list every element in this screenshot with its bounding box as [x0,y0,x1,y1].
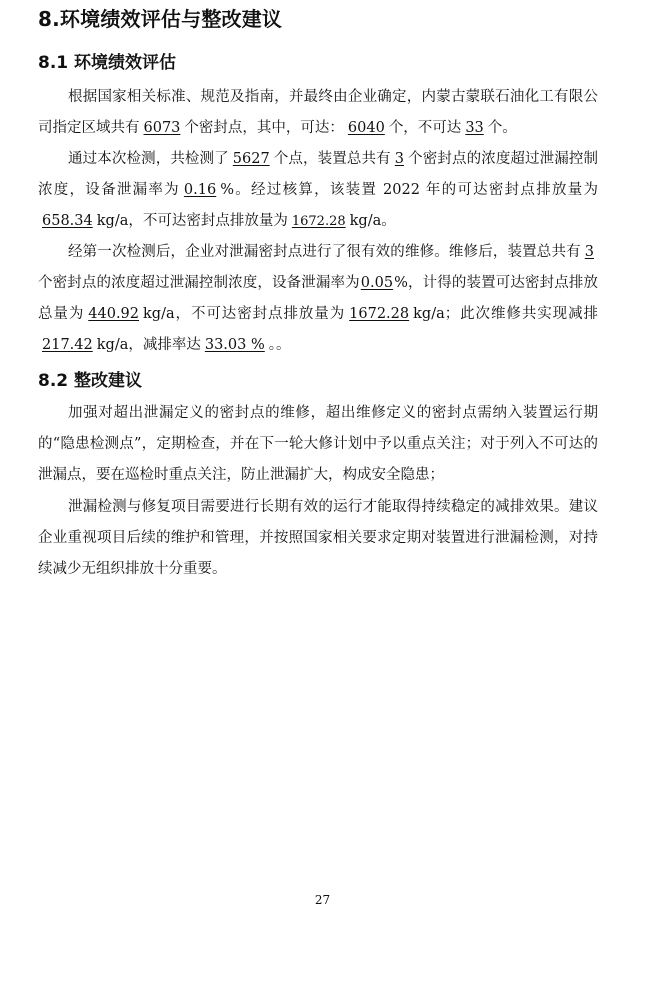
text: kg/a，减排率达 [96,337,201,353]
text: 个密封点的浓度超过泄漏控制浓度，设备泄漏率为 [38,151,599,198]
text: 个，不可达 [388,120,462,136]
value-inaccessible-emission-after: 1672.28 [349,306,410,322]
text: kg/a，不可达密封点排放量为 [143,306,346,322]
chapter-heading: 8.环境绩效评估与整改建议 [38,7,283,31]
value-inaccessible-points: 33 [465,120,484,136]
paragraph-seal-point-count [38,82,598,144]
value-leaking-points-after: 3 [584,244,594,260]
value-leak-rate-after: 0.05 [360,275,394,291]
section-heading-8-2: 8.2 整改建议 [38,371,143,391]
text: kg/a。 [349,213,396,229]
page-number: 27 [314,893,331,907]
value-detected-points: 5627 [232,151,270,167]
value-accessible-points: 6040 [347,120,385,136]
value-leak-rate: 0.16 [183,182,217,198]
text: 根据国家相关标准、规范及指南，并最终由企业确定，内蒙古蒙联石油化工有限公司指定区域共有 [38,89,598,136]
text: %。经过核算，该装置 2022 年的可达密封点排放量为 [220,182,599,198]
text: 经第一次检测后，企业对泄漏密封点进行了很有效的维修。维修后，装置总共有 [68,244,581,260]
section-heading-8-1: 8.1 环境绩效评估 [38,53,177,73]
text: 通过本次检测，共检测了 [68,151,229,167]
value-reduction-rate: 33.03 % [204,337,265,353]
text: kg/a；此次维修共实现减排 [413,306,598,322]
text: kg/a，不可达密封点排放量为 [96,213,288,229]
text: 个。 [487,120,517,136]
value-accessible-total-after: 440.92 [88,306,140,322]
value-inaccessible-emission: 1672.28 [291,214,346,229]
text: %，计得的装置可达密封点排放总量为 [38,275,598,322]
text: 。。 [268,337,291,353]
paragraph-first-detection [38,144,598,237]
text: 个密封点的浓度超过泄漏控制浓度，设备泄漏率为 [38,275,360,291]
paragraph-ldar-advice: 泄漏检测与修复项目需要进行长期有效的运行才能取得持续稳定的减排效果。建议企业重视项目后续的维护和管理，并按照国家相关要求定期对装置进行泄漏检测，对持续减少无组织排放十分重要。 [38,499,598,577]
value-leaking-points: 3 [394,151,404,167]
paragraph-after-repair [38,237,598,361]
text: 个密封点，其中，可达： [184,120,344,136]
text: 个点，装置总共有 [273,151,391,167]
value-accessible-emission: 658.34 [42,213,93,229]
paragraph-repair-advice: 加强对超出泄漏定义的密封点的维修，超出维修定义的密封点需纳入装置运行期的“隐患检测点”，定期检查，并在下一轮大修计划中予以重点关注；对于列入不可达的泄漏点，要在巡检时重点关注，防止泄漏扩大，构成安全隐患； [38,405,598,483]
value-reduction-amount: 217.42 [42,337,93,353]
value-total-seal-points: 6073 [143,120,181,136]
